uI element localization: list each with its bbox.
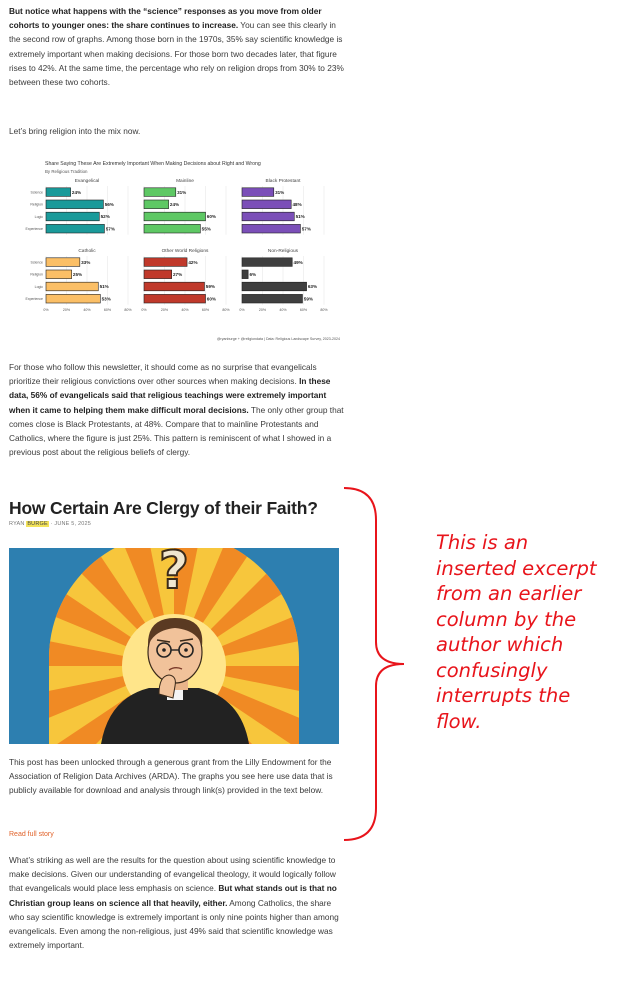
panel-title: Non-Religious: [267, 249, 299, 254]
tick-label: 20%: [62, 307, 71, 312]
bar: [46, 258, 80, 267]
data-label: 42%: [188, 259, 198, 265]
tick-label: 0%: [239, 307, 245, 312]
category-label: Logic: [34, 284, 43, 289]
bar: [144, 258, 187, 267]
paragraph-text: You can see this clearly in the second row of graphs. Among those born in the 1970s, 35% say scientific knowledge is extremely important when making decisions. For those born two decades later, that figure rises to 42%. At the same time, the percentage who rely on religion drops from 30% to 23% between these two cohorts.: [9, 20, 344, 88]
paragraph-science-results: [9, 853, 344, 952]
tick-label: 40%: [83, 307, 91, 312]
bar: [144, 282, 204, 291]
data-label: 31%: [177, 189, 187, 195]
paragraph-cohort-science: [9, 4, 344, 89]
tick-label: 40%: [181, 307, 189, 312]
post-date: · JUNE 5, 2025: [48, 521, 92, 527]
annotation-note: This is an inserted excerpt from an earlier column by the author which confusingly interrupts the flow.: [436, 531, 597, 733]
data-label: 57%: [301, 226, 311, 232]
tick-label: 60%: [299, 307, 308, 312]
bar: [242, 188, 274, 197]
panel-title: Evangelical: [74, 179, 100, 184]
paragraph-bold-finding: But what stands out is that no Christian group leans on science all that heavily, either.: [9, 883, 337, 908]
bar: [242, 212, 294, 221]
paragraph-bring-religion: Let’s bring religion into the mix now.: [9, 126, 141, 136]
chart-subtitle: By Religious Tradition: [45, 169, 88, 174]
category-label: Religion: [30, 272, 43, 277]
tick-label: 60%: [103, 307, 112, 312]
data-label: 63%: [307, 284, 318, 290]
bar: [144, 270, 172, 279]
clergy-illustration[interactable]: [9, 548, 339, 744]
chart-caption: @ryanburge + @religiondata | Data: Religious Landscape Survey, 2023-2024: [216, 337, 340, 341]
tick-label: 20%: [160, 307, 169, 312]
panel-title: Catholic: [78, 249, 96, 254]
data-label: 25%: [72, 272, 83, 277]
data-label: 24%: [71, 189, 82, 195]
read-full-story-link[interactable]: Read full story: [9, 831, 54, 838]
panel-title: Black Protestant: [265, 179, 301, 184]
data-label: 49%: [293, 259, 303, 265]
chart-title: Share Saying These Are Extremely Important When Making Decisions about Right and Wrong: [45, 161, 261, 167]
tick-label: 40%: [279, 307, 287, 312]
data-label: 59%: [303, 296, 313, 302]
category-label: Science: [30, 190, 43, 195]
paragraph-text: The only other group that comes close is Black Protestants, at 48%. Compare that to mainline Protestants and Catholics, where the figure is just 25%. This pattern is reminiscent of what I showed in a previous post about the religious beliefs of clergy.: [9, 404, 344, 458]
category-label: Religion: [30, 202, 43, 207]
category-label: Science: [30, 260, 43, 265]
data-label: 57%: [105, 226, 115, 232]
bar: [144, 212, 206, 221]
bar: [46, 200, 103, 209]
data-label: 24%: [169, 202, 180, 207]
tick-label: 0%: [43, 307, 49, 312]
data-label: 53%: [101, 296, 111, 302]
paragraph-text: For those who follow this newsletter, it should come as no surprise that evangelicals prioritize their religious convictions over other sources when making decisions.: [9, 362, 317, 387]
bar: [242, 258, 292, 267]
tick-label: 80%: [124, 307, 132, 312]
tick-label: 80%: [320, 307, 328, 312]
data-label: 31%: [275, 189, 285, 195]
category-label: Logic: [34, 214, 43, 219]
paragraph-bold-lead: But notice what happens with the “science” responses as you move from older cohorts to younger ones: the share continues to increase.: [9, 6, 322, 31]
panel-title: Mainline: [176, 179, 194, 184]
paragraph-bold-finding: In these data, 56% of evangelicals said that religious teachings were extremely important when it came to helping them make difficult moral decisions.: [9, 376, 331, 415]
bar: [144, 294, 206, 303]
bar: [46, 294, 100, 303]
panel-title: Other World Religions: [161, 249, 209, 254]
bar: [144, 200, 169, 209]
data-label: 33%: [81, 259, 91, 265]
data-label: 52%: [100, 214, 110, 220]
data-label: 51%: [99, 284, 109, 290]
bar: [242, 224, 300, 233]
religious-tradition-bar-chart: [9, 153, 344, 348]
tick-label: 20%: [258, 307, 267, 312]
bar: [242, 270, 248, 279]
data-label: 55%: [201, 226, 211, 232]
paragraph-text: Among Catholics, the share who say scientific knowledge is extremely important is only nine points higher than among evangelicals. Even among the non-religious, just 49% said that scientific knowledge was extremely important.: [9, 897, 339, 951]
bar: [242, 200, 291, 209]
embedded-post-title[interactable]: How Certain Are Clergy of their Faith?: [9, 498, 318, 518]
bar: [46, 270, 72, 279]
bar: [46, 212, 99, 221]
embedded-post-byline: [9, 521, 91, 527]
bar: [144, 188, 176, 197]
paragraph-text: What’s striking as well are the results for the question about using scientific knowledge to make decisions. Given our understanding of evangelical theology, it would logically follow that evangelicals would place less emphasis on science.: [9, 855, 336, 894]
embedded-post-body: This post has been unlocked through a generous grant from the Lilly Endowment for the Association of Religion Data Archives (ARDA). The graphs you see here use data that is publicly available for download and analysis through link(s) provided in the text below.: [9, 757, 333, 796]
bar: [144, 224, 200, 233]
svg-text:?: ?: [158, 548, 190, 601]
data-label: 60%: [206, 214, 217, 220]
data-label: 60%: [206, 296, 217, 302]
tick-label: 60%: [201, 307, 210, 312]
bar: [46, 224, 104, 233]
data-label: 56%: [104, 202, 114, 207]
tick-label: 0%: [141, 307, 147, 312]
author-last-name-highlight: BURGE: [27, 521, 48, 527]
annotation-brace: [340, 482, 420, 846]
category-label: Experience: [25, 297, 43, 301]
bar: [46, 282, 98, 291]
data-label: 51%: [295, 214, 305, 220]
category-label: Experience: [25, 227, 43, 231]
bar: [242, 294, 302, 303]
data-label: 59%: [205, 284, 215, 290]
paragraph-evangelicals-prioritize: [9, 360, 344, 459]
data-label: 27%: [172, 272, 183, 277]
bar: [46, 188, 71, 197]
data-label: 48%: [292, 202, 302, 207]
tick-label: 80%: [222, 307, 230, 312]
bar: [242, 282, 307, 291]
data-label: 6%: [249, 272, 257, 277]
author-first-name: RYAN: [9, 521, 27, 527]
